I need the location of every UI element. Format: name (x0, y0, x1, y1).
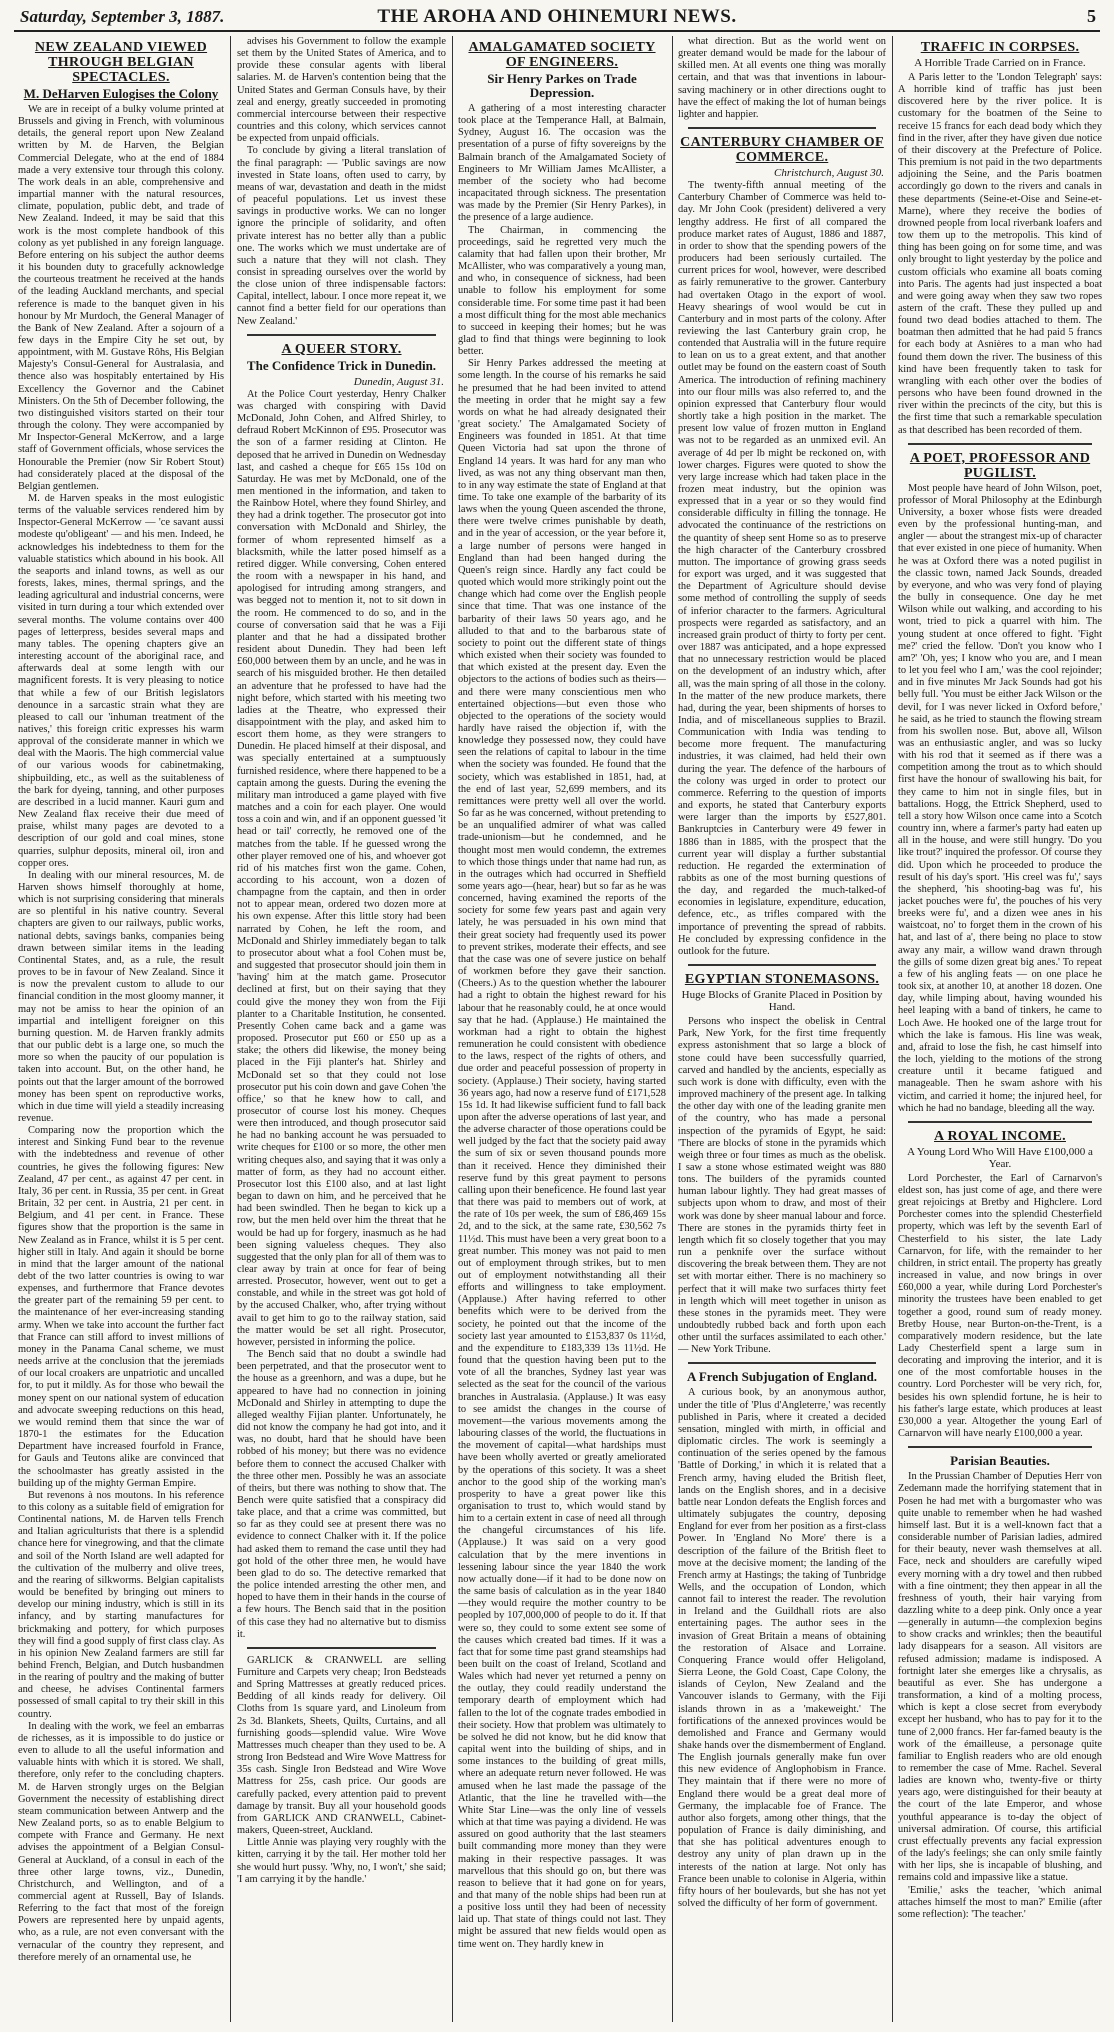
article-paragraph: Comparing now the proportion which the interest and Sinking Fund bear to the revenue with the indebtedness and revenue of other countries, he gives the following figures: New Zealand, 47 per cent., as against 47 per cent. in Italy, 36 per cent. in Russia, 35 per cent. in Great Britain, 32 per cent. in Austria, 21 per cent. in Belgium, and 41 per cent. in France. These figures show that the proportion is the same in New Zealand as in France, whilst it is 5 per cent. higher still in Italy. And again it should be borne in mind that the larger amount of the national debt of the two latter countries is owing to war expenses, and furthermore that France devotes the greater part of the remaining 59 per cent. to the maintenance of her ever-increasing standing army. When we take into account the further fact that France can still afford to invest millions of money in the Panama Canal scheme, we must needs arrive at the conclusion that the jeremiads of our local croakers are unpatriotic and uncalled for, to put it mildly. As for those who bewail the money spent on our national system of education and advocate sweeping reductions on this head, we would remind them that since the war of 1870-1 the estimates for the Education Department have increased fourfold in France, for Gauls and Teutons alike are convinced that the schoolmaster has greatly assisted in the building up of the mighty German Empire. (18, 1125, 224, 1489)
article-headline: A ROYAL INCOME. (934, 1128, 1066, 1144)
article-paragraph: A curious book, by an anonymous author, under the title of 'Plus d'Angleterre,' was recently published in Paris, where it created a decided sensation, mingled with mirth, in official and diplomatic circles. The work is seemingly a continuation of the series opened by the famous 'Battle of Dorking,' in which it is related that a French army, having eluded the British fleet, lands on the English shores, and in a decisive battle near London defeats the English forces and ultimately subjugates the country, deposing England for ever from her position as a first-class Power. In 'England No More' there is a description of the failure of the British fleet to move at the decisive moment; the landing of the French army at Hastings; the taking of Tunbridge Wells, and the occupation of London, which cannot fail to interest the reader. The revolution in Ireland and the Guildhall riots are also entertaining pages. The author sees in the invasion of Great Britain a means of obtaining the restoration of Alsace and Lorraine. Conquering France would offer Heligoland, Sierra Leone, the Gold Coast, Cape Colony, the islands of Ceylon, New Zealand and the Vancouver islands to Germany, with the Fiji islands thrown in as a 'makeweight.' The fortifications of the annexed provinces would be demolished and France and Germany would shake hands over the dismemberment of England. The English journals generally make fun over this new evidence of Anglophobism in France. They maintain that if there were no more of England there would be a great deal more of Germany, the implacable foe of France. The author also forgets, among other things, that the population of France is daily diminishing, and that she has political adventures enough to destroy any unity of plan drawn up in the interests of the nation at large. Not only has France been unable to colonise in Algeria, within fifty hours of her boulevards, but she has not yet solved the difficulty of her form of government. (678, 1387, 886, 1910)
article-subhead: Sir Henry Parkes on Trade Depression. (487, 71, 637, 100)
article-paragraph: Persons who inspect the obelisk in Central Park, New York, for the first time frequently express astonishment that so large a block of stone could have been successfully quarried, carved and handled by the ancients, especially as such work is done with difficulty, even with the improved machinery of the present age. In talking the other day with one of the leading granite men of the country, who has made a personal inspection of the pyramids of Egypt, he said: 'There are blocks of stone in the pyramids which weigh three or four times as much as the obelisk. I saw a stone whose estimated weight was 880 tons. The builders of the pyramids counted human labour lightly. They had great masses of subjects upon whom to draw, and most of their work was done by sheer manual labour and force. There are stones in the pyramids thirty feet in length which fit so closely together that you may run a penknife over the surface without discovering the break between them. They are not set with mortar either. There is no machinery so perfect that it will make two surfaces thirty feet in length which will meet together in unison as these stones in the pyramids meet. They were undoubtedly rubbed back and forth upon each other until the surfaces assimilated to each other.' — New York Tribune. (678, 1016, 886, 1356)
article-paragraph: what direction. But as the world went on greater demand would be made for the labour of skilled men. At all events one thing was morally certain, and that was that inventions in labour-saving machinery or in other directions ought to have the effect of making the lot of human beings lighter and happier. (678, 36, 886, 120)
article-divider (908, 443, 1092, 445)
article-headline: AMALGAMATED SOCIETY OF ENGINEERS. (468, 40, 656, 70)
article-paragraph: 'Emilie,' asks the teacher, 'which animal attaches himself the most to man?' Emilie (after some reflection): 'The teacher.' (898, 1884, 1102, 1920)
article-headline: EGYPTIAN STONEMASONS. (684, 972, 880, 988)
column-3 (458, 36, 666, 2026)
article-paragraph: Little Annie was playing very roughly with the kitten, carrying it by the tail. Her mother told her she would hurt pussy. 'Why, no, I won't,' she said; 'I am carrying it by the handle.' (237, 1837, 446, 1885)
article-paragraph: In dealing with our mineral resources, M. de Harven shows himself thoroughly at home, which is not surprising considering that minerals are so plentiful in his native country. Several chapters are given to our railways, public works, national debts, savings banks, companies being drawn between similar items in the leading Continental States, and, as a rule, the result proves to be in favour of New Zealand. Since it is now the prevalent custom to allude to our financial condition in the most gloomy manner, it may not be amiss to hear the opinion of an impartial and intelligent foreigner on this burning question. M. de Harven frankly admits that our public debt is a large one, so much the more so when the paucity of our population is taken into account. But, on the other hand, he points out that the larger amount of the borrowed money has been spent on reproductive works, which in due time will yield a steadily increasing revenue. (18, 869, 224, 1124)
issue-date: Saturday, September 3, 1887. (20, 7, 225, 26)
article-divider (247, 334, 436, 336)
article-subhead: A Young Lord Who Will Have £100,000 a Year. (907, 1145, 1093, 1170)
article-paragraph: The twenty-fifth annual meeting of the Canterbury Chamber of Commerce was held to-day. Mr John Cook (president) delivered a very lengthy address. He first of all compared the produce market rates of August, 1886 and 1887, in order to show that the spending powers of the producers had been seriously curtailed. The current prices for wool, however, were described as fairly remunerative to the grower. Canterbury had overtaken Otago in the export of wool. Heavy shearings of wool would be cut in Canterbury and in most parts of the colony. After reviewing the last Canterbury grain crop, he contended that Australia will in the future require to lean on us to a great extent, and that another outlet may be found on the eastern coast of South America. The introduction of refining machinery into our flour mills was also referred to, and the opinion expressed that Canterbury flour would shortly take a high position in the market. The present low value of frozen mutton in England was not to be regarded as an unmixed evil. An average of 4d per lb might be reckoned on, with lower charges. Figures were quoted to show the very large increase which had taken place in the frozen meat industry, but the opinion was expressed that in a year or so they would find considerable difficulty in filling the tonnage. He advocated the continuance of the restrictions on the quantity of sheep sent Home so as to preserve the high character of the Canterbury crossbred mutton. The importance of growing grass seeds for export was urged, and it was suggested that the Department of Agriculture should devise some method of controlling the supply of seeds of inferior character to the farmers. Agricultural prospects were regarded as satisfactory, and an increased grain product of thirty to forty per cent. over 1887 was anticipated, and a hope expressed that no unnecessary restriction would be placed on the development of an industry which, after all, was the main spring of all those in the colony. In the matter of the new produce markets, there had, during the year, been shipments of horses to India, and of miscellaneous supplies to Brazil. Communication with India was tending to become more frequent. The manufacturing industries, it was claimed, had held their own during the year. The defence of the harbours of the colony was urged in order to protect our commerce. Referring to the question of imports and exports, he stated that Canterbury exports were larger than the imports by £527,801. Bankruptcies in Canterbury were 49 fewer in 1886 than in 1885, with the prospect that the current year will display a further substantial reduction. He regarded the extermination of rabbits as one of the most burning questions of the day, and regarded the much-talked-of economies in legislature, expenditure, education, defence, etc., as trifles compared with the importance of preventing the spread of rabbits. He concluded by expressing confidence in the outlook for the future. (678, 180, 886, 957)
article-paragraph: We are in receipt of a bulky volume printed at Brussels and giving in French, with voluminous details, the general report upon New Zealand written by M. de Harven, the Belgian Commercial Delegate, who at the end of 1884 made a very extensive tour through this colony. The work deals in an able, comprehensive and impartial manner with the natural resources, climate, population, public debt, and trade of New Zealand. Indeed, it may be said that this work is the most complete handbook of this colony as yet published in any foreign language. Before entering on his subject the author deems it his bounden duty to gracefully acknowledge the courteous treatment he received at the hands of the leading Auckland merchants, and special reference is made to the banquet given in his honour by Mr Murdoch, the General Manager of the Bank of New Zealand. After a sojourn of a few days in the Empire City he set out, by appointment, with M. Gustave Rôhs, His Belgian Majesty's Consul-General for Australasia, and thence also was hospitably entertained by His Excellency the Governor and the Cabinet Ministers. On the 5th of December following, the two distinguished visitors started on their tour through the colony. They were accompanied by Mr Inspector-General McKerrow, and a large staff of Government officials, whose services the Honourable the Premier (now Sir Robert Stout) had considerately placed at the disposal of the Belgian gentlemen. (18, 104, 224, 492)
article-headline: NEW ZEALAND VIEWED THROUGH BELGIAN SPECTACLES. (34, 40, 208, 85)
article-headline: A French Subjugation of England. (686, 1369, 878, 1385)
article-paragraph: advises his Government to follow the example set them by the United States of America, and to provide these consular agents with liberal salaries. M. de Harven's contention being that the United States and German Consuls have, by their zeal and energy, greatly succeeded in promoting commercial intercourse between their respective countries and this colony, which services cannot be expected from unpaid officials. (237, 36, 446, 145)
article-paragraph: The Bench said that no doubt a swindle had been perpetrated, and that the prosecutor went to the house as a greenhorn, and was a dupe, but he appeared to have had no connection in joining McDonald and Shirley in attempting to dupe the alleged wealthy Fijian planter. Unfortunately, he did not know the company he had got into, and it was, no doubt, hard that he should have been robbed of his money; but there was no evidence before them to connect the accused Chalker with the three other men. Possibly he was an associate of theirs, but there was nothing to show that. The Bench were quite satisfied that a conspiracy did take place, and that a crime was committed, but so far as they could see at present there was no evidence to connect Chalker with it. If the police had asked them to remand the case until they had got hold of the other three men, he would have been glad to do so. The detective remarked that the police intended arresting the other men, and hoped to have them in their hands in the course of a few hours. The Bench said that in the position of this case they had no alternative but to dismiss it. (237, 1349, 446, 1640)
article-paragraph: To conclude by giving a literal translation of the final paragraph: — 'Public savings are now invested in State loans, often used to carry, by means of war, devastation and death in the midst of peaceful populations. Let us invest these savings in productive works. We can no longer ignore the principle of solidarity, and often private interest has no better ally than a public one. The works which we must undertake are of such a nature that they will not clash. They consist in spreading ourselves over the world by the close union of three indispensable factors: Capital, intellect, labour. I once more repeat it, we cannot find a better field for our operations than New Zealand.' (237, 145, 446, 327)
column-rule (892, 36, 893, 2022)
article-divider (908, 1121, 1092, 1123)
article-paragraph: A gathering of a most interesting character took place at the Temperance Hall, at Balmain, Sydney, August 16. The occasion was the presentation of a purse of fifty sovereigns by the Balmain branch of the Amalgamated Society of Engineers to Mr William James McAllister, a member of the society who had become incapacitated through sickness. The presentation was made by the Premier (Sir Henry Parkes), in the presence of a large audience. (458, 103, 666, 224)
masthead (14, 4, 1100, 32)
article-subhead: M. DeHarven Eulogises the Colony (23, 86, 219, 101)
dateline: Christchurch, August 30. (773, 167, 884, 180)
article-divider (247, 1647, 436, 1649)
article-paragraph: Lord Porchester, the Earl of Carnarvon's eldest son, has just come of age, and there were great rejoicings at Bretby and Highclere. Lord Porchester comes into the splendid Chesterfield property, which was left by the seventh Earl of Chesterfield to his sister, the late Lady Carnarvon, for life, with the remainder to her children, in strict entail. The property has greatly increased in value, and now brings in over £60,000 a year, while during Lord Porchester's minority the trustees have been enabled to get together a good, round sum of ready money. Bretby House, near Burton-on-the-Trent, is a comparatively modern residence, but the late Lady Chesterfield spent a large sum in decorating and improving the interior, and it is one of the most comfortable houses in the country. Lord Porchester will be very rich, for, besides his own splendid fortune, he is heir to his father's large estate, which produces at least £30,000 a year. Altogether the young Earl of Carnarvon will have nearly £100,000 a year. (898, 1172, 1102, 1440)
article-paragraph: Sir Henry Parkes addressed the meeting at some length. In the course of his remarks he said he presumed that he had been invited to attend the meeting in order that he might say a few words on what he had already designated their 'great society.' The Amalgamated Society of Engineers was founded in 1851. At that time Queen Victoria had sat upon the throne of England 14 years. It was hard for any man who lived, as was not any thing observant man then, to in any way estimate the state of England at that time. To take one example of the barbarity of its laws when the young Queen ascended the throne, there were twelve crimes punishable by death, and in the year of accession, or the year before it, a large number of persons were hanged in England than had been hanged during the Queen's reign since. Hardly any fact could be quoted which would more strikingly point out the change which had come over the English people since that time. That was one instance of the barbarity of their laws 50 years ago, and he alluded to that and to the barbarous state of society to point out the different state of things which existed when their society was founded to that which existed at the present day. Even the objectors to the actions of bodies such as theirs—and there were many conscientious men who entertained objections—but even those who objected to the operations of the society would hardly have raised the objection if, with the knowledge they possessed now, they could have seen the relations of capital to labour in the time when the society was founded. He found that the society, which was established in 1851, had, at the end of last year, 52,699 members, and its remittances were pretty well all over the world. So far as he was concerned, without pretending to be an unqualified admirer of what was called trade-unionism—but he condemned, and he thought most men would condemn, the extremes to which those things under that name had run, as in the outrages which had occurred in Sheffield some years ago—(hear, hear) but so far as he was concerned, having examined the reports of the society for some few years past and again very lately, he was persuaded in his own mind that their great society had frequently used its power to prevent strikes, moderate their effects, and see that the case was one of severe justice on behalf of workmen before they gave their sanction. (Cheers.) As to the question whether the labourer had a right to obtain the highest reward for his labour that he reasonably could, he at once would say that he had. (Applause.) He maintained the workman had a right to obtain the highest remuneration he could consistent with obedience to the laws, respect of the rights of others, and due order and peaceful possession of property in society. (Applause.) Their society, having started 36 years ago, had now a reserve fund of £171,528 15s 1d. It had likewise sufficient fund to fall back upon after the adverse operations of last year, and the adverse character of those operations could be well judged by the fact that the society paid away the sum of six or seven thousand pounds more than it received. Hence they diminished their reserve fund by this great payment to persons calling upon their beneficence. He found last year that there was paid to members out of work, at the rate of 10s per week, the sum of £86,469 15s 2d, and to the sick, at the same rate, £30,562 7s 11½d. This must have been a very great boon to a great number. This money was not paid to men out of employment through strikes, but to men out of employment notwithstanding all their efforts and willingness to take employment. (Applause.) After having referred to other benefits which were to be derived from the society, he pointed out that the income of the society last year amounted to £153,837 0s 11½d, and the expenditure to £183,339 13s 11½d. He found that the question having been put to the vote of all the branches, Sydney last year was selected as the seat for the council of the various branches in Australasia. (Applause.) It was easy to see amidst the changes in the course of movement—the various movements among the labouring classes of the world, the fluctuations in the movement of capital—what hardships must have been wholly averted or greatly ameliorated by the operations of this society. It was a sheet anchor to the good ship of the working man's prosperity to have a great power like this organisation to trust to, which would stand by him to a certain extent in case of need all through the changeful circumstances of his life. (Applause.) It was said on a very good calculation that by the mere inventions in lessening labour since the year 1840 the work now actually done—if it had to be done now on the same basis of calculation as in the year 1840—they would require the mother country to be peopled by 107,000,000 of people to do it. If that were so, they could to some extent see some of the causes which created bad times. If it was a fact that for some time past grand steamships had been built on the coast of Ireland, Scotland and Wales which had never yet returned a penny on the outlay, they could readily understand the temporary dearth of employment which had fallen to the lot of the cognate trades embodied in their society. How that problem was ultimately to be solved he did not know, but he did know that capital went into the building of ships, and in some instances to the building of great mills, where an adequate return never followed. He was amused when he last made the passage of the Atlantic, that the line he travelled with—the White Star Line—was the only line of vessels which at that time was paying a dividend. He was assured on good authority that the last steamers built commanding more money than they were making in their respective passages. It was marvellous that this should go on, but there was reason to believe that it had gone on for years, and that many of the noble ships had been run at a positive loss until they had been of necessity laid up. That state of things could not last. They might be assured that new fields would open as time went on. They hardly knew in (458, 358, 666, 1950)
article-subhead: A Horrible Trade Carried on in France. (914, 57, 1086, 69)
article-paragraph: The Chairman, in commencing the proceedings, said he regretted very much the calamity that had fallen upon their brother, Mr McAllister, who was comparatively a young man, and who, in consequence of sickness, had been unable to follow his employment for some considerable time. For some time past it had been a most difficult thing for the most able mechanics to succeed in keeping their homes; but he was glad to find that things were beginning to look better. (458, 224, 666, 358)
column-2 (237, 36, 446, 2026)
column-rule (452, 36, 453, 2022)
article-paragraph: In the Prussian Chamber of Deputies Herr von Zedemann made the horrifying statement that in Posen he had met with a burgomaster who was quite unable to remember when he had washed himself last. But it is a well-known fact that a considerable number of Parisian ladies, admired for their beauty, never wash themselves at all. Face, neck and shoulders are carefully wiped every morning with a dry towel and then rubbed with a fine ointment; they then appear in all the freshness of youth, their hair varying from dazzling white to a deep pink. Only once a year—generally in autumn—the complexion begins to show cracks and wrinkles; then the beautiful lady disappears for a season. All visitors are refused admission; madame is indisposed. A fortnight later she emerges like a chrysalis, as beautiful as ever. She has undergone a transformation, a kind of a molting process, which is kept a close secret from everybody except her husband, who has to pay for it to the tune of 2,000 francs. Her far-famed beauty is the work of the émailleuse, a personage quite familiar to English readers who are old enough to remember the case of Mme. Rachel. Several ladies are known who, twenty-five or thirty years ago, were distinguished for their beauty at the court of the late Emperor, and whose youthful appearance is to-day the object of universal admiration. Of course, this artificial crust effectually prevents any facial expression of the lady's feelings; she can only smile faintly with her lips, she is incapable of blushing, and remains cold and impassive like a statue. (898, 1471, 1102, 1884)
article-divider (688, 127, 876, 129)
article-paragraph: But revenons à nos moutons. In his reference to this colony as a suitable field of emigration for Continental nations, M. de Harven tells French and Italian agriculturists that there is a splendid chance here for vinegrowing, and that the climate and soil of the North Island are well adapted for the cultivation of the mulberry and olive trees, and the rearing of silkworms. Belgian capitalists would be benefited by bringing out miners to develop our mining industry, which is still in its infancy, and by starting manufactures for brickmaking and pottery, for which purposes they will find a good supply of first class clay. As in his opinion New Zealand farmers are still far behind French, Belgian, and Dutch husbandmen in the rearing of poultry and the making of butter and cheese, he advises Continental farmers possessed of small capital to try their skill in this country. (18, 1489, 224, 1720)
article-headline: A POET, PROFESSOR AND PUGILIST. (909, 450, 1091, 481)
advertisement: GARLICK & CRANWELL are selling Furniture and Carpets very cheap; Iron Bedsteads and Spring Mattresses at greatly reduced prices. Bedding of all kinds ready for delivery. Oil Cloths from 1s square yard, and Linoleum from 2s 3d. Blankets, Sheets, Quilts, Curtains, and all furnishing goods—splendid value. Wire Wove Mattresses much cheaper than they used to be. A strong Iron Bedstead and Wire Wove Mattress for 35s cash. Single Iron Bedstead and Wire Wove Mattress for 25s, cash price. Our goods are carefully packed, every attention paid to prevent damage by transit. Buy all your household goods from GARLICK AND CRANWELL, Cabinet-makers, Queen-street, Auckland. (237, 1654, 446, 1837)
column-rule (230, 36, 231, 2022)
article-divider (688, 964, 876, 966)
article-headline: A QUEER STORY. (281, 341, 402, 357)
column-4 (678, 36, 886, 2026)
article-paragraph: M. de Harven speaks in the most eulogistic terms of the valuable services rendered him by Inspector-General McKerrow — 'ce savant aussi modeste qu'obligeant' — and his men. Indeed, he acknowledges his indebtedness to them for the valuable statistics which abound in his book. All the seaports and inland towns, as well as our forests, lakes, mines, thermal springs, and the leading agricultural and industrial concerns, were visited in turn during a tour which extended over several months. The volume contains over 400 pages of letterpress, besides several maps and many tables. The opening chapters give an interesting account of the aboriginal race, and afterwards deal at some length with our magnificent forests. It is very pleasing to notice that while a few of our British legislators denounce in a sarcastic strain what they are pleased to call our 'inhuman treatment of the natives,' this foreign critic expresses his warm approval of the considerate manner in which we deal with the Maoris. The high commercial value of our various woods for cabinetmaking, shipbuilding, etc., as well as the suitableness of the bark for dyeing, tanning, and other purposes are described in a lucid manner. Kauri gum and New Zealand flax receive their due meed of praise, whilst many pages are devoted to a description of our gold and coal mines, stone quarries, sulphur deposits, mineral oil, iron and copper ores. (18, 493, 224, 869)
article-paragraph: A Paris letter to the 'London Telegraph' says: A horrible kind of traffic has just been discovered here by the river police. It is customary for the boatmen of the Seine to receive 15 francs for each dead body which they find in the river, after they have given due notice of their discovery at the Prefecture of Police. This premium is not paid in the two departments adjoining the Seine, and the Paris boatmen accordingly go down to the rivers and canals in these departments (Seine-et-Oise and Seine-et-Marne), where they receive the bodies of drowned people from local riverbank loafers and tow them up to the metropolis. This kind of thing has been going on for some time, and was only brought to light yesterday by the police and custom officials who examine all boats coming into Paris. The agents had just inspected a boat and were going away when they saw two ropes astern of the craft. These they pulled up and found two dead bodies attached to them. The boatman then admitted that he had paid 5 francs for each body at Asnières to a man who had found them down the river. The business of this kind have been frequently taken to task for wrangling with each other over the bodies of persons who have been found drowned in the river within the precincts of the city, but this is the first time that such a remarkable speculation as that described has been recorded of them. (898, 72, 1102, 436)
article-subhead: The Confidence Trick in Dunedin. (246, 357, 437, 373)
article-headline: TRAFFIC IN CORPSES. (920, 40, 1080, 55)
article-divider (908, 1446, 1092, 1448)
article-paragraph: At the Police Court yesterday, Henry Chalker was charged with conspiring with David McDonald, John Cohen, and Alfred Shirley, to defraud Robert McKinnon of £95. Prosecutor was the son of a farmer residing at Clinton. He deposed that he arrived in Dunedin on Wednesday last, and cashed a cheque for £65 15s 10d on Saturday. He was met by McDonald, one of the men mentioned in the information, and taken to the Rainbow Hotel, where they found Shirley, and they had a drink together. The prosecutor got into conversation with McDonald and Shirley, the former of whom represented himself as a blacksmith, while the latter posed himself as a retired digger. While conversing, Cohen entered the room with a newspaper in his hand, and apologised for intruding among strangers, and was begged not to mention it, not to sit down in the room. He commenced to do so, and in the course of conversation said that he was a Fiji planter and that he had a dissipated brother resident about Dunedin. They had been left £60,000 between them by an uncle, and he was in search of his misguided brother. He then detailed an adventure that he professed to have had the night before, which started with his meeting two ladies at the Theatre, who expressed their disappointment with the play, and asked him to escort them home, as they were strangers to Dunedin. He placed himself at their disposal, and was specially entertained at a sumptuously furnished residence, where there happened to be a captain among the guests. During the evening the military man introduced a game played with five matches and a coin for each player. One would toss a coin and win, and if an opponent guessed 'it head or tail' correctly, he removed one of the matches from the table. If he guessed wrong the other player removed one of his, and whoever got rid of his matches first won the game. Cohen, according to his account, won a dozen of champagne from the captain, and then in order not to appear mean, ordered two dozen more at his own expense. After this little story had been narrated by Cohen, he left the room, and McDonald and Shirley immediately began to talk to prosecutor about what a fool Cohen must be, and suggested that prosecutor should join them in 'having' him at the match game. Prosecutor declined at first, but on their saying that they could give the money they won from the Fiji planter to a Charitable Institution, he consented. Presently Cohen came back and a game was proposed. Prosecutor put £60 or £50 up as a stake; the others did likewise, the money being placed in the Fiji planter's hat. Shirley and McDonald set so that they could not lose prosecutor put his coin down and gave Cohen 'the office,' so that he knew how to call, and prosecutor of course lost his money. Cheques were then introduced, and though prosecutor said he had no banking account he was persuaded to write cheques for £100 or so more, the other men writing cheques also, and saying that it was only a matter of form, as they had no account either. Prosecutor lost this £100 also, and at last light began to dawn on him, and he perceived that he had been swindled. Then he began to kick up a row, but the men held over him the threat that he would be had up for forgery, inasmuch as he had been signing valueless cheques. They also suggested that the only plan for all of them was to clear away by train at once for fear of being arrested. Prosecutor, however, went out to get a constable, and while in the street was got hold of by the accused Chalker, who, after trying without avail to get him to go to the railway station, said the matter would be set all right. Prosecutor, however, persisted in informing the police. (237, 388, 446, 1348)
page-number: 5 (1087, 6, 1096, 26)
column-rule (672, 36, 673, 2022)
article-headline: Parisian Beauties. (950, 1453, 1050, 1469)
dateline: Dunedin, August 31. (353, 375, 444, 388)
article-divider (688, 1362, 876, 1364)
article-paragraph: Most people have heard of John Wilson, poet, professor of Moral Philosophy at the Edinburgh University, a boxer whose fists were dreaded even by the professional hunting-man, and angler — about the strangest mix-up of character that ever existed in one piece of humanity. When he was at Oxford there was a noted pugilist in the classic town, named Jack Sounds, dreaded by everyone, and who was very fond of playing the bully in consequence. One day he met Wilson while out walking, and according to his wont, tried to pick a quarrel with him. The young student at once offered to fight. 'Fight me?' cried the fellow. 'Don't you know who I am?' 'Oh, yes; I know who you are, and I mean to let you feel who I am,' was the cool rejoinder; and in five minutes Mr Jack Sounds had got his belly full. 'You must be either Jack Wilson or the devil, for I was never licked in Oxford before,' he said, as he tried to staunch the flowing stream from his swollen nose. But, above all, Wilson was an enthusiastic angler, and was so lucky with his rod that it seemed as if there was a competition among the trout as to which should first have the honour of swallowing his bait, for they came to him not in single files, but in battalions. Hogg, the Ettrick Shepherd, used to tell a story how Wilson once came into a Scotch country inn, where a farmer's party had eaten up all in the house, and were still hungry. 'Do you like trout?' inquired the professor. Of course they did. Upon which he proceeded to produce the result of his day's sport. 'His creel was fu',' says the shepherd, 'his shooting-bag was fu', his jacket pouches were fu', the pouches of his very breeks were fu', and a dizen wee anes in his waistcoat, no' to forget them in the crown of his hat, and last of a', there being no place to stow away any mair, a willow wand drawn through the gills of some dizen great big anes.' To repeat a few of his angling feats — on one place he took six, at another 10, at another 18 dozen. One day, while limping about, having wounded his heel leaping with a band of tinkers, he came to Loch Awe. He hooked one of the large trout for which the lake is famous. His line was weak, and, afraid to lose the fish, he cast himself into the loch, yielding to the motions of the strong creature until it became fatigued and manageable. Then he swam ashore with his victim, and carried it home; the injured heel, for which he had no bandage, bleeding all the way. (898, 482, 1102, 1114)
article-subhead: Huge Blocks of Granite Placed in Position by Hand. (681, 989, 883, 1014)
newspaper-title: THE AROHA AND OHINEMURI NEWS. (377, 6, 737, 27)
article-paragraph: In dealing with the work, we feel an embarras de richesses, as it is impossible to do justice or even to allude to all the useful information and valuable hints with which it is stored. We shall, therefore, only refer to the concluding chapters. M. de Harven strongly urges on the Belgian Government the necessity of establishing direct steam communication between Antwerp and the New Zealand ports, so as to enable Belgium to compete with France and Germany. He next advises the appointment of a Belgian Consul-General at Auckland, of a consul in each of the three other large towns, viz., Dunedin, Christchurch, and Wellington, and of a commercial agent at Russell, Bay of Islands. Referring to the fact that most of the foreign Powers are represented here by unpaid agents, who, as a rule, are not even conversant with the vernacular of the country they represent, and therefore merely of an ornamental use, he (18, 1720, 224, 1963)
article-headline: CANTERBURY CHAMBER OF COMMERCE. (680, 135, 884, 166)
column-1 (18, 36, 224, 2026)
column-5 (898, 36, 1102, 2026)
